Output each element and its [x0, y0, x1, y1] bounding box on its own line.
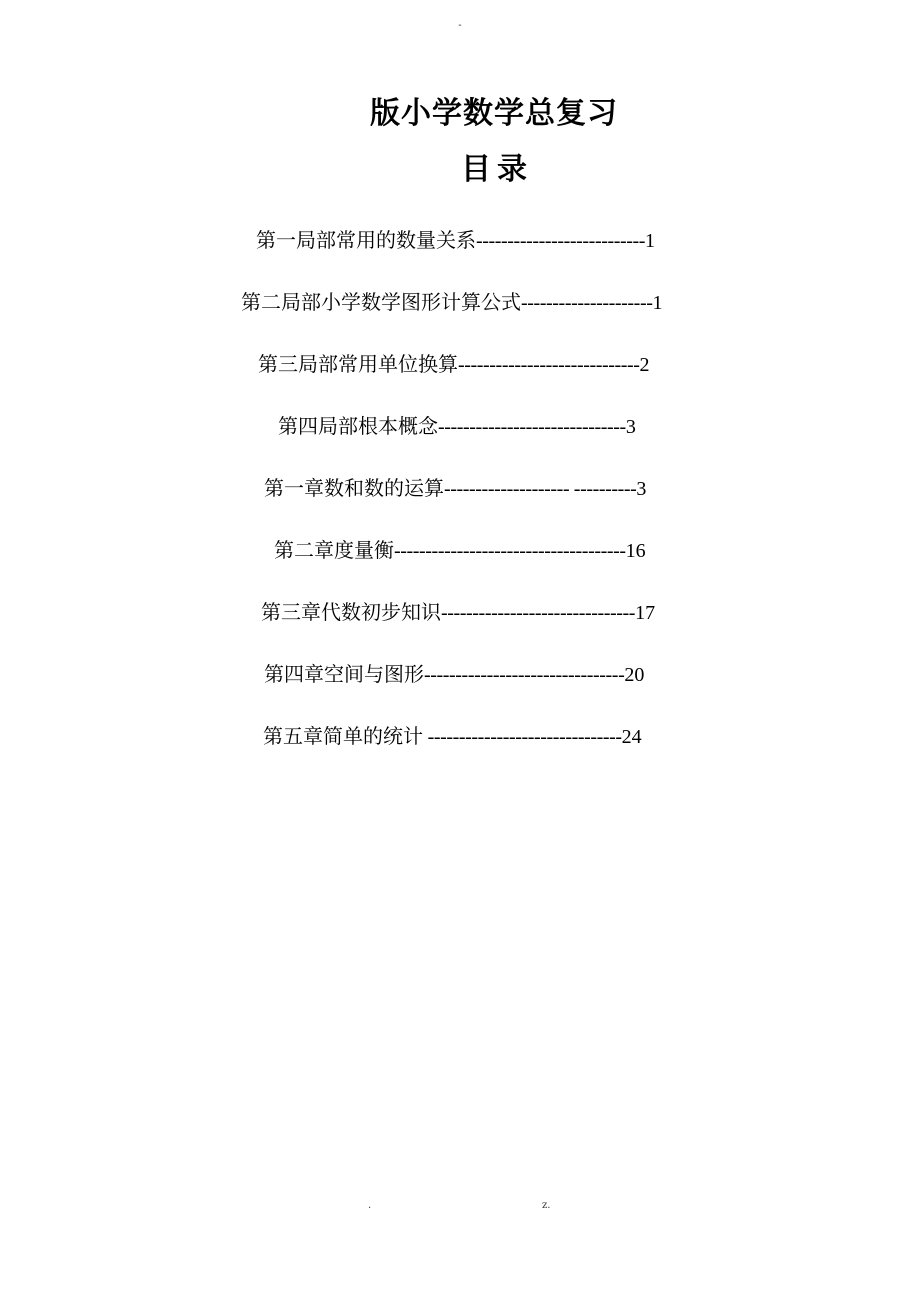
- toc-entry-label: 第一章数和数的运算: [264, 476, 444, 500]
- toc-entry-page: 16: [625, 540, 646, 562]
- toc-entry[interactable]: [256, 224, 655, 256]
- toc-entry-page: 24: [621, 726, 642, 748]
- toc-entry-label: 第三章代数初步知识: [261, 600, 441, 624]
- toc-entry-label: 第二章度量衡: [274, 538, 394, 562]
- toc-entry[interactable]: [278, 410, 636, 442]
- page-footer-right-mark: z.: [542, 1200, 551, 1211]
- toc-entry-leader: -------------------- ----------: [444, 478, 637, 500]
- toc-entry-leader: -------------------------------------: [394, 540, 626, 562]
- toc-entry-page: 17: [635, 602, 656, 624]
- toc-heading: 目录: [461, 152, 533, 187]
- toc-entry-page: 1: [652, 292, 663, 314]
- document-title: 版小学数学总复习: [370, 96, 618, 131]
- toc-entry-page: 1: [645, 230, 656, 252]
- toc-entry-page: 2: [639, 354, 650, 376]
- toc-entry[interactable]: [261, 596, 655, 628]
- toc-entry-leader: ---------------------------: [476, 230, 646, 252]
- toc-entry-leader: -------------------------------: [423, 726, 622, 748]
- toc-entry-page: 3: [636, 478, 647, 500]
- toc-entry-leader: ---------------------: [521, 292, 653, 314]
- toc-entry[interactable]: [264, 472, 646, 504]
- toc-entry-label: 第四局部根本概念: [278, 414, 438, 438]
- page-header-mark: -: [458, 20, 462, 31]
- toc-entry-label: 第五章简单的统计: [263, 724, 423, 748]
- toc-entry[interactable]: [258, 348, 650, 380]
- toc-entry-leader: --------------------------------: [424, 664, 625, 686]
- toc-entry[interactable]: [274, 534, 646, 566]
- toc-entry-leader: ------------------------------: [438, 416, 626, 438]
- toc-entry-label: 第二局部小学数学图形计算公式: [241, 290, 521, 314]
- toc-entry[interactable]: [264, 658, 644, 690]
- toc-entry-label: 第三局部常用单位换算: [258, 352, 458, 376]
- toc-entry-label: 第四章空间与图形: [264, 662, 424, 686]
- toc-entry-label: 第一局部常用的数量关系: [256, 228, 476, 252]
- toc-entry-page: 3: [625, 416, 636, 438]
- page-footer-left-mark: .: [368, 1200, 372, 1211]
- toc-entry-page: 20: [624, 664, 645, 686]
- toc-entry[interactable]: [241, 286, 662, 318]
- toc-entry-leader: -------------------------------: [441, 602, 636, 624]
- toc-entry-leader: -----------------------------: [458, 354, 640, 376]
- toc-entry[interactable]: [263, 720, 642, 752]
